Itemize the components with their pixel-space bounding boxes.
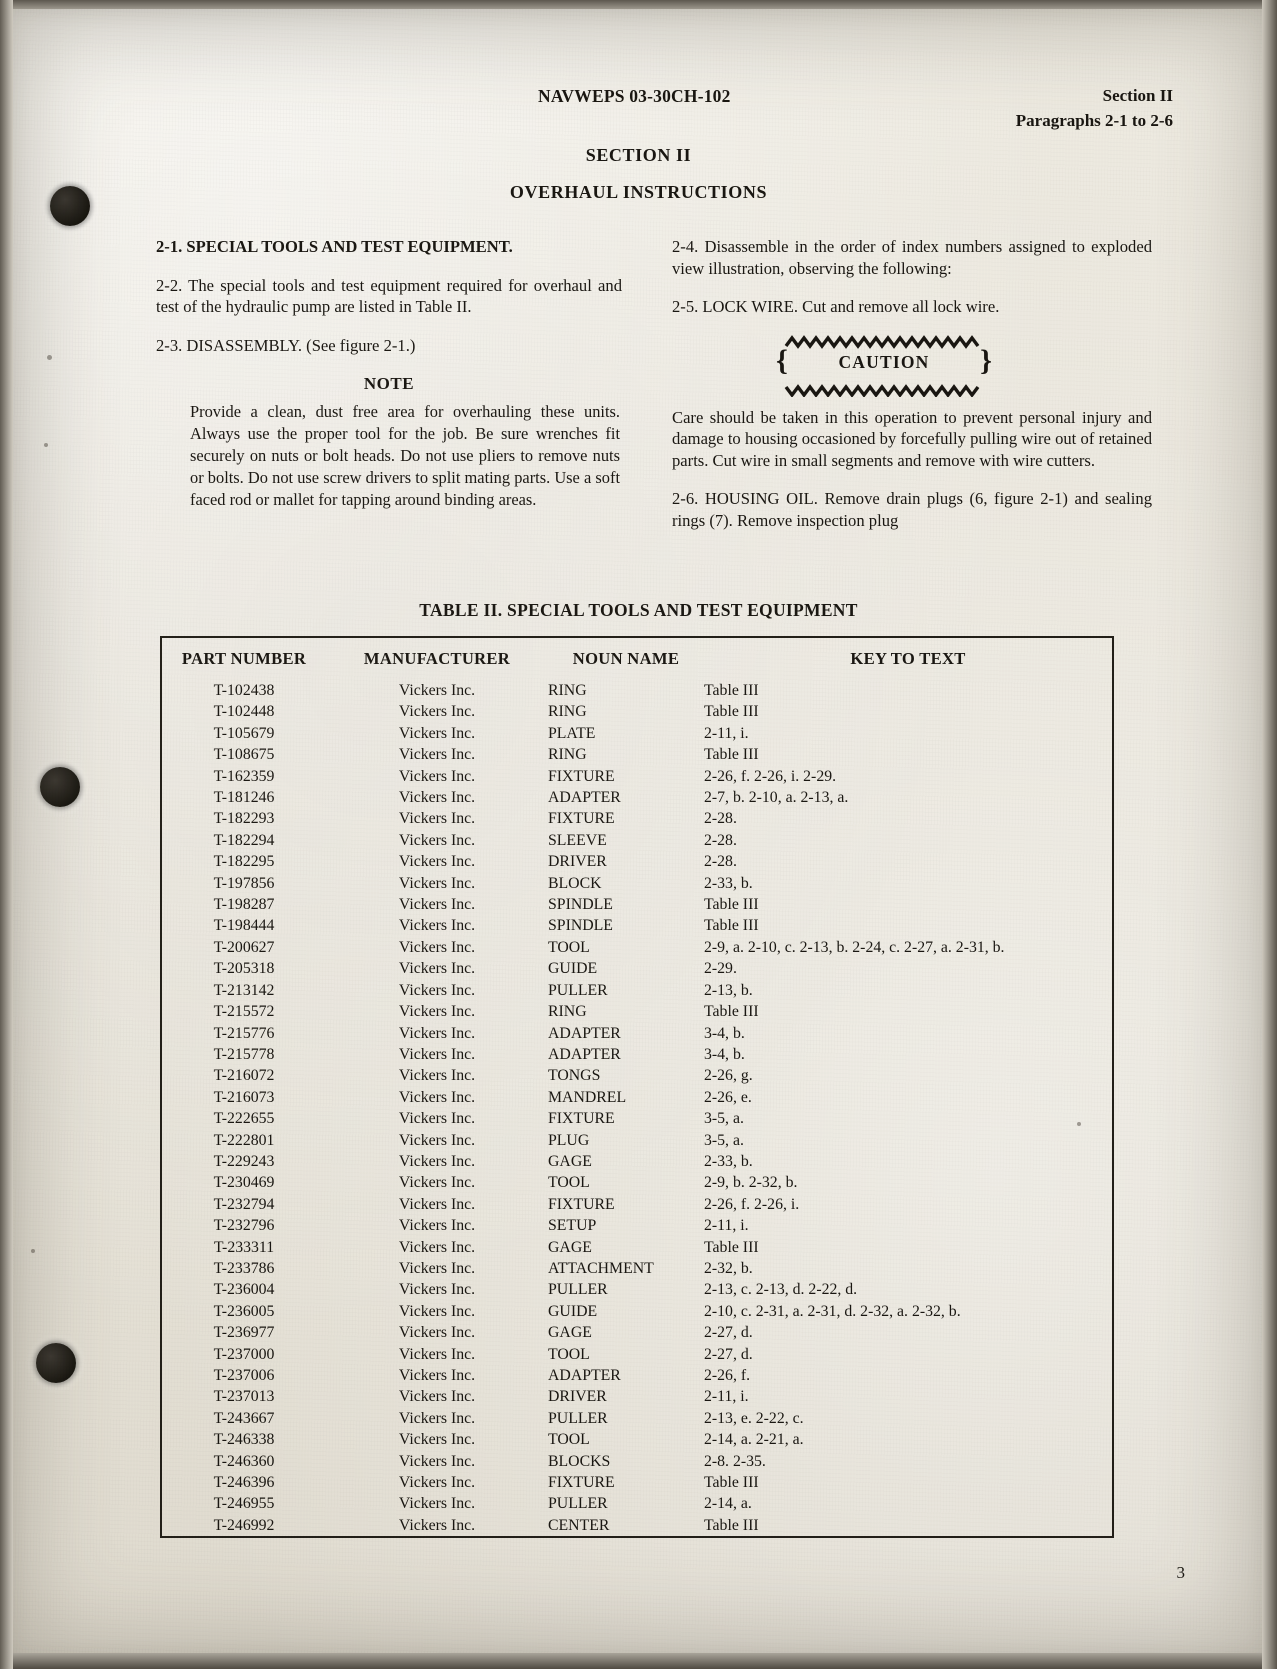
cell-part-number: T-232794	[213, 1195, 275, 1213]
cell-key-to-text: 3-4, b.	[704, 1045, 745, 1063]
column-header-noun-name: NOUN NAME	[572, 649, 680, 668]
page-number: 3	[1176, 1563, 1185, 1582]
cell-noun-name: ATTACHMENT	[548, 1259, 654, 1277]
cell-noun-name: BLOCKS	[548, 1452, 611, 1470]
table-caption: TABLE II. SPECIAL TOOLS AND TEST EQUIPMENT	[419, 600, 858, 620]
right-text-column	[672, 236, 1152, 549]
table-row	[161, 1408, 1113, 1429]
table-row	[161, 937, 1113, 958]
cell-manufacturer: Vickers Inc.	[398, 703, 476, 721]
table-row	[161, 723, 1113, 744]
cell-part-number: T-181246	[213, 789, 275, 807]
cell-noun-name: TOOL	[548, 1431, 590, 1449]
table-row	[161, 1322, 1113, 1343]
cell-key-to-text: 2-11, i.	[704, 724, 749, 742]
cell-part-number: T-246338	[213, 1431, 275, 1449]
cell-manufacturer: Vickers Inc.	[398, 1281, 476, 1299]
table-body	[161, 680, 1113, 1537]
cell-noun-name: RING	[548, 682, 587, 699]
table-row	[161, 1151, 1113, 1172]
caution-label: CAUTION	[838, 351, 930, 372]
table-row	[161, 1279, 1113, 1300]
cell-manufacturer: Vickers Inc.	[398, 917, 476, 935]
cell-key-to-text: 2-26, e.	[704, 1088, 752, 1106]
cell-noun-name: TOOL	[548, 1174, 590, 1192]
cell-part-number: T-205318	[213, 960, 275, 978]
cell-key-to-text: 3-5, a.	[704, 1131, 744, 1149]
cell-noun-name: FIXTURE	[548, 810, 615, 828]
cell-key-to-text: 2-9, b. 2-32, b.	[704, 1174, 798, 1192]
paragraph-2-3: 2-3. DISASSEMBLY. (See figure 2-1.)	[156, 335, 416, 355]
cell-key-to-text: Table III	[704, 1516, 759, 1534]
cell-part-number: T-236005	[213, 1302, 275, 1320]
cell-key-to-text: 2-8. 2-35.	[704, 1452, 766, 1470]
table-row	[161, 1515, 1113, 1537]
table-row	[161, 894, 1113, 915]
cell-noun-name: FIXTURE	[548, 1474, 615, 1492]
cell-part-number: T-198287	[213, 896, 275, 914]
cell-noun-name: ADAPTER	[548, 1024, 621, 1042]
cell-manufacturer: Vickers Inc.	[398, 981, 476, 999]
cell-key-to-text: Table III	[704, 896, 759, 914]
cell-part-number: T-216073	[213, 1088, 275, 1106]
cell-manufacturer: Vickers Inc.	[398, 1238, 476, 1256]
cell-key-to-text: 2-26, f.	[704, 1367, 751, 1384]
table-row	[161, 680, 1113, 701]
cell-key-to-text: 2-33, b.	[704, 874, 753, 892]
cell-noun-name: PLATE	[548, 724, 596, 742]
cell-manufacturer: Vickers Inc.	[398, 1003, 476, 1021]
cell-part-number: T-213142	[213, 981, 275, 999]
cell-noun-name: FIXTURE	[548, 767, 615, 785]
cell-part-number: T-233786	[213, 1259, 275, 1277]
cell-part-number: T-105679	[213, 724, 275, 742]
cell-noun-name: PULLER	[548, 981, 608, 999]
cell-noun-name: DRIVER	[548, 853, 607, 871]
cell-part-number: T-243667	[213, 1409, 275, 1427]
cell-key-to-text: 2-32, b.	[704, 1259, 753, 1277]
cell-manufacturer: Vickers Inc.	[398, 1067, 476, 1085]
cell-noun-name: CENTER	[548, 1516, 610, 1534]
table-row	[161, 1172, 1113, 1193]
special-tools-table	[160, 636, 1114, 1538]
cell-noun-name: SLEEVE	[548, 831, 607, 849]
table-row	[161, 1194, 1113, 1215]
cell-noun-name: BLOCK	[548, 874, 602, 892]
table-row	[161, 766, 1113, 787]
note-label: NOTE	[363, 374, 415, 394]
note-body: Provide a clean, dust free area for overhauling these units. Always use the proper tool for the job. Be sure wrenches fit securely on nuts or bolt heads. Do not use pliers to remove nuts or bolts. Do not use screw drivers to split mating parts. Use a soft faced rod or mallet for tapping around binding areas.	[190, 402, 620, 510]
cell-manufacturer: Vickers Inc.	[398, 724, 476, 742]
cell-noun-name: PLUG	[548, 1131, 590, 1149]
cell-manufacturer: Vickers Inc.	[398, 682, 476, 699]
cell-part-number: T-233311	[213, 1238, 275, 1256]
cell-noun-name: ADAPTER	[548, 1045, 621, 1063]
cell-noun-name: RING	[548, 746, 587, 764]
paragraph-range: Paragraphs 2-1 to 2-6	[1015, 110, 1173, 130]
cell-noun-name: GAGE	[548, 1238, 592, 1256]
cell-part-number: T-236004	[213, 1281, 275, 1299]
table-row	[161, 1472, 1113, 1493]
cell-part-number: T-102438	[213, 682, 275, 699]
cell-part-number: T-246396	[213, 1474, 275, 1492]
cell-part-number: T-216072	[213, 1067, 275, 1085]
cell-noun-name: SPINDLE	[548, 896, 613, 914]
cell-manufacturer: Vickers Inc.	[398, 1045, 476, 1063]
section-label: Section II	[1102, 86, 1173, 105]
cell-noun-name: ADAPTER	[548, 1367, 621, 1384]
cell-part-number: T-197856	[213, 874, 275, 892]
punch-hole-middle	[40, 767, 80, 807]
table-row	[161, 1451, 1113, 1472]
cell-manufacturer: Vickers Inc.	[398, 1516, 476, 1534]
cell-key-to-text: Table III	[704, 917, 759, 935]
punch-hole-top	[50, 186, 90, 226]
cell-noun-name: TOOL	[548, 1345, 590, 1363]
cell-key-to-text: 3-5, a.	[704, 1110, 744, 1128]
paragraph-2-5: 2-5. LOCK WIRE. Cut and remove all lock wire.	[672, 297, 1000, 317]
table-row	[161, 701, 1113, 722]
cell-manufacturer: Vickers Inc.	[398, 938, 476, 956]
cell-key-to-text: 3-4, b.	[704, 1024, 745, 1042]
cell-key-to-text: 2-28.	[704, 810, 737, 828]
cell-key-to-text: 2-29.	[704, 960, 737, 978]
cell-key-to-text: 2-13, c. 2-13, d. 2-22, d.	[704, 1281, 858, 1299]
cell-manufacturer: Vickers Inc.	[398, 1088, 476, 1106]
manual-number: NAVWEPS 03-30CH-102	[538, 86, 731, 106]
cell-part-number: T-215776	[213, 1024, 275, 1042]
cell-part-number: T-230469	[213, 1174, 275, 1192]
cell-part-number: T-182295	[213, 853, 275, 871]
cell-noun-name: MANDREL	[548, 1088, 627, 1106]
table-row	[161, 1386, 1113, 1407]
cell-key-to-text: 2-27, d.	[704, 1324, 753, 1342]
cell-part-number: T-200627	[213, 938, 275, 956]
cell-noun-name: RING	[548, 1003, 587, 1021]
cell-part-number: T-237006	[213, 1367, 275, 1384]
cell-key-to-text: 2-11, i.	[704, 1388, 749, 1406]
cell-part-number: T-246955	[213, 1495, 275, 1513]
cell-noun-name: PULLER	[548, 1495, 608, 1513]
table-row	[161, 873, 1113, 894]
cell-manufacturer: Vickers Inc.	[398, 1367, 476, 1384]
cell-key-to-text: 2-26, g.	[704, 1067, 753, 1085]
cell-key-to-text: 2-14, a.	[704, 1495, 752, 1513]
scan-speck	[44, 443, 48, 447]
cell-noun-name: FIXTURE	[548, 1110, 615, 1128]
cell-noun-name: FIXTURE	[548, 1195, 615, 1213]
cell-key-to-text: 2-11, i.	[704, 1217, 749, 1235]
right-brace-icon: }	[980, 343, 992, 377]
cell-part-number: T-215572	[213, 1003, 275, 1021]
cell-part-number: T-237000	[213, 1345, 275, 1363]
cell-part-number: T-162359	[213, 767, 275, 785]
cell-key-to-text: 2-27, d.	[704, 1345, 753, 1363]
cell-manufacturer: Vickers Inc.	[398, 1259, 476, 1277]
cell-part-number: T-198444	[213, 917, 275, 935]
cell-noun-name: GUIDE	[548, 960, 598, 978]
table-row	[161, 1001, 1113, 1022]
left-brace-icon: {	[776, 343, 788, 377]
table-row	[161, 1087, 1113, 1108]
punch-hole-bottom	[36, 1343, 76, 1383]
cell-key-to-text: 2-33, b.	[704, 1152, 753, 1170]
table-row	[161, 1130, 1113, 1151]
cell-part-number: T-222801	[213, 1131, 275, 1149]
cell-part-number: T-182293	[213, 810, 275, 828]
cell-noun-name: PULLER	[548, 1409, 608, 1427]
cell-part-number: T-108675	[213, 746, 275, 764]
cell-part-number: T-215778	[213, 1045, 275, 1063]
table-row	[161, 1023, 1113, 1044]
table-row	[161, 1237, 1113, 1258]
cell-manufacturer: Vickers Inc.	[398, 1388, 476, 1406]
cell-manufacturer: Vickers Inc.	[398, 810, 476, 828]
header-right-block	[1016, 84, 1173, 133]
cell-manufacturer: Vickers Inc.	[398, 1302, 476, 1320]
table-row	[161, 1065, 1113, 1086]
cell-key-to-text: 2-14, a. 2-21, a.	[704, 1431, 804, 1449]
table-row	[161, 915, 1113, 936]
cell-part-number: T-246360	[213, 1452, 275, 1470]
cell-noun-name: TOOL	[548, 938, 590, 956]
cell-manufacturer: Vickers Inc.	[398, 1024, 476, 1042]
cell-noun-name: GAGE	[548, 1152, 592, 1170]
cell-manufacturer: Vickers Inc.	[398, 746, 476, 764]
zigzag-top-icon	[784, 335, 980, 349]
cell-manufacturer: Vickers Inc.	[398, 960, 476, 978]
cell-manufacturer: Vickers Inc.	[398, 1474, 476, 1492]
cell-manufacturer: Vickers Inc.	[398, 1324, 476, 1342]
table-header-row	[161, 637, 1113, 680]
cell-manufacturer: Vickers Inc.	[398, 1495, 476, 1513]
section-heading: SECTION II	[585, 145, 692, 165]
table-row	[161, 787, 1113, 808]
cell-noun-name: GAGE	[548, 1324, 592, 1342]
cell-manufacturer: Vickers Inc.	[398, 1409, 476, 1427]
cell-key-to-text: 2-28.	[704, 853, 737, 871]
cell-key-to-text: Table III	[704, 746, 759, 764]
cell-key-to-text: 2-28.	[704, 831, 737, 849]
table-row	[161, 1344, 1113, 1365]
paragraph-2-2: 2-2. The special tools and test equipment required for overhaul and test of the hydraulic pump are listed in Table II.	[156, 275, 622, 317]
cell-key-to-text: Table III	[704, 1003, 759, 1021]
cell-part-number: T-232796	[213, 1217, 275, 1235]
cell-key-to-text: 2-13, e. 2-22, c.	[704, 1409, 804, 1427]
cell-manufacturer: Vickers Inc.	[398, 874, 476, 892]
cell-manufacturer: Vickers Inc.	[398, 1431, 476, 1449]
cell-manufacturer: Vickers Inc.	[398, 1174, 476, 1192]
table-row	[161, 958, 1113, 979]
cell-manufacturer: Vickers Inc.	[398, 1110, 476, 1128]
table-row	[161, 1429, 1113, 1450]
cell-noun-name: SPINDLE	[548, 917, 613, 935]
cell-manufacturer: Vickers Inc.	[398, 1345, 476, 1363]
caution-body: Care should be taken in this operation to prevent personal injury and damage to housing occasioned by forcefully pulling wire out of retained parts. Cut wire in small segments and remove with wire cutters.	[672, 407, 1152, 470]
cell-manufacturer: Vickers Inc.	[398, 1217, 476, 1235]
table-row	[161, 1044, 1113, 1065]
cell-noun-name: SETUP	[548, 1217, 597, 1235]
cell-manufacturer: Vickers Inc.	[398, 853, 476, 871]
scan-speck	[47, 355, 52, 360]
table-row	[161, 1215, 1113, 1236]
cell-key-to-text: 2-10, c. 2-31, a. 2-31, d. 2-32, a. 2-32, b.	[704, 1302, 961, 1320]
scan-speck	[1077, 1122, 1081, 1126]
cell-key-to-text: 2-26, f. 2-26, i. 2-29.	[704, 767, 837, 785]
cell-part-number: T-102448	[213, 703, 275, 721]
left-text-column	[156, 236, 622, 511]
scan-speck	[31, 1249, 35, 1253]
cell-noun-name: ADAPTER	[548, 789, 621, 807]
cell-manufacturer: Vickers Inc.	[398, 831, 476, 849]
cell-manufacturer: Vickers Inc.	[398, 1131, 476, 1149]
cell-key-to-text: Table III	[704, 682, 759, 699]
cell-manufacturer: Vickers Inc.	[398, 896, 476, 914]
cell-manufacturer: Vickers Inc.	[398, 789, 476, 807]
cell-noun-name: PULLER	[548, 1281, 608, 1299]
table-row	[161, 1493, 1113, 1514]
table-row	[161, 1301, 1113, 1322]
cell-manufacturer: Vickers Inc.	[398, 1195, 476, 1213]
cell-noun-name: RING	[548, 703, 587, 721]
column-header-key-to-text: KEY TO TEXT	[850, 649, 966, 668]
table-row	[161, 980, 1113, 1001]
cell-manufacturer: Vickers Inc.	[398, 1152, 476, 1170]
table-row	[161, 744, 1113, 765]
cell-part-number: T-246992	[213, 1516, 275, 1534]
cell-manufacturer: Vickers Inc.	[398, 767, 476, 785]
subject-heading: OVERHAUL INSTRUCTIONS	[509, 182, 768, 202]
cell-key-to-text: 2-9, a. 2-10, c. 2-13, b. 2-24, c. 2-27, a. 2-31, b.	[704, 938, 1005, 956]
cell-key-to-text: 2-26, f. 2-26, i.	[704, 1195, 800, 1213]
cell-manufacturer: Vickers Inc.	[398, 1452, 476, 1470]
column-header-manufacturer: MANUFACTURER	[363, 649, 511, 668]
cell-part-number: T-229243	[213, 1152, 275, 1170]
cell-part-number: T-182294	[213, 831, 275, 849]
paragraph-2-6: 2-6. HOUSING OIL. Remove drain plugs (6, figure 2-1) and sealing rings (7). Remove inspection plug	[672, 489, 1152, 530]
cell-key-to-text: Table III	[704, 1238, 759, 1256]
paragraph-2-1: 2-1. SPECIAL TOOLS AND TEST EQUIPMENT.	[156, 237, 513, 256]
column-header-part-number: PART NUMBER	[181, 649, 307, 668]
table-row	[161, 1365, 1113, 1386]
table-row	[161, 1258, 1113, 1279]
cell-key-to-text: 2-7, b. 2-10, a. 2-13, a.	[704, 789, 849, 807]
cell-noun-name: GUIDE	[548, 1302, 598, 1320]
table-row	[161, 808, 1113, 829]
cell-part-number: T-237013	[213, 1388, 275, 1406]
cell-key-to-text: Table III	[704, 703, 759, 721]
table-row	[161, 1108, 1113, 1129]
cell-part-number: T-222655	[213, 1110, 275, 1128]
cell-key-to-text: Table III	[704, 1474, 759, 1492]
caution-banner	[776, 335, 992, 397]
cell-key-to-text: 2-13, b.	[704, 981, 753, 999]
paragraph-2-4: 2-4. Disassemble in the order of index numbers assigned to exploded view illustration, observing the following:	[672, 237, 1152, 278]
cell-part-number: T-236977	[213, 1324, 275, 1342]
zigzag-bottom-icon	[784, 383, 980, 397]
table-row	[161, 830, 1113, 851]
table-row	[161, 851, 1113, 872]
cell-noun-name: TONGS	[548, 1067, 601, 1085]
cell-noun-name: DRIVER	[548, 1388, 607, 1406]
